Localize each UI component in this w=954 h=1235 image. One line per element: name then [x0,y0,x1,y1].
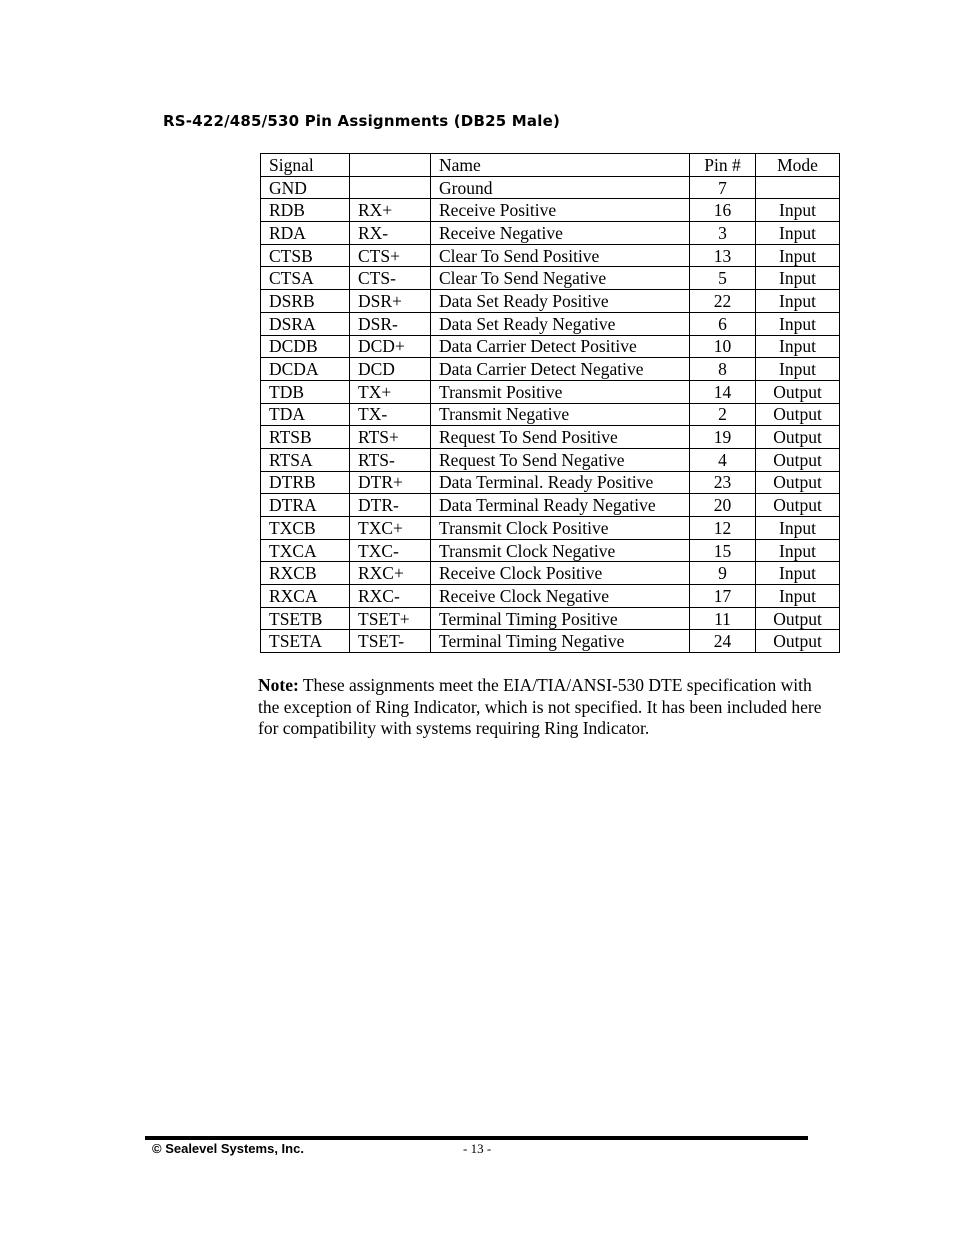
name-cell: Ground [431,176,690,199]
header-signal: Signal [261,154,350,177]
name-cell: Clear To Send Negative [431,267,690,290]
table-row [261,517,840,540]
mode-cell: Input [756,358,840,381]
signal-cell: TDA [261,403,350,426]
signal-cell: TXCA [261,539,350,562]
signal-cell: TXCB [261,517,350,540]
name-cell: Data Set Ready Positive [431,290,690,313]
table-row [261,562,840,585]
pin-cell: 6 [690,312,756,335]
alt-signal-cell: TSET+ [350,607,431,630]
alt-signal-cell: DCD+ [350,335,431,358]
signal-cell: CTSB [261,244,350,267]
signal-cell: RDB [261,199,350,222]
alt-signal-cell: TX- [350,403,431,426]
pin-cell: 12 [690,517,756,540]
table-row [261,222,840,245]
name-cell: Data Terminal Ready Negative [431,494,690,517]
signal-cell: RDA [261,222,350,245]
table-row [261,471,840,494]
table-row [261,335,840,358]
pin-cell: 3 [690,222,756,245]
pin-cell: 7 [690,176,756,199]
alt-signal-cell: RTS- [350,448,431,471]
table-row [261,539,840,562]
pin-cell: 5 [690,267,756,290]
name-cell: Receive Negative [431,222,690,245]
name-cell: Terminal Timing Positive [431,607,690,630]
mode-cell: Input [756,290,840,313]
mode-cell: Input [756,585,840,608]
signal-cell: DCDA [261,358,350,381]
signal-cell: TSETB [261,607,350,630]
mode-cell: Output [756,426,840,449]
mode-cell: Output [756,448,840,471]
name-cell: Receive Positive [431,199,690,222]
mode-cell: Output [756,380,840,403]
pin-cell: 16 [690,199,756,222]
alt-signal-cell: RXC- [350,585,431,608]
header-alt [350,154,431,177]
pin-cell: 14 [690,380,756,403]
table-row [261,403,840,426]
name-cell: Clear To Send Positive [431,244,690,267]
mode-cell: Input [756,244,840,267]
table-row [261,380,840,403]
mode-cell [756,176,840,199]
alt-signal-cell: DTR- [350,494,431,517]
signal-cell: DTRB [261,471,350,494]
pin-assignment-table [260,153,840,653]
name-cell: Request To Send Positive [431,426,690,449]
alt-signal-cell: RX+ [350,199,431,222]
pin-cell: 10 [690,335,756,358]
mode-cell: Output [756,403,840,426]
signal-cell: RXCA [261,585,350,608]
alt-signal-cell [350,176,431,199]
pin-cell: 17 [690,585,756,608]
alt-signal-cell: RX- [350,222,431,245]
table-header-row [261,154,840,177]
mode-cell: Output [756,630,840,653]
pin-cell: 20 [690,494,756,517]
signal-cell: TDB [261,380,350,403]
mode-cell: Input [756,539,840,562]
alt-signal-cell: TXC- [350,539,431,562]
name-cell: Receive Clock Negative [431,585,690,608]
pin-cell: 22 [690,290,756,313]
alt-signal-cell: DSR+ [350,290,431,313]
note-text: These assignments meet the EIA/TIA/ANSI-530 DTE specification with the exception of Ring Indicator, which is not specified. It has been included here for compatibility with systems requiring Ring Indicator. [258,675,822,738]
pin-cell: 24 [690,630,756,653]
pin-cell: 11 [690,607,756,630]
mode-cell: Input [756,335,840,358]
pin-cell: 4 [690,448,756,471]
alt-signal-cell: CTS- [350,267,431,290]
pin-cell: 23 [690,471,756,494]
pin-cell: 19 [690,426,756,449]
alt-signal-cell: DSR- [350,312,431,335]
table-row [261,267,840,290]
table-row [261,585,840,608]
signal-cell: RTSB [261,426,350,449]
table-row [261,630,840,653]
signal-cell: RTSA [261,448,350,471]
section-heading: RS-422/485/530 Pin Assignments (DB25 Male) [163,112,561,130]
pin-cell: 2 [690,403,756,426]
header-name: Name [431,154,690,177]
table-row [261,176,840,199]
alt-signal-cell: DTR+ [350,471,431,494]
table-row [261,448,840,471]
pin-cell: 13 [690,244,756,267]
mode-cell: Input [756,312,840,335]
pin-cell: 15 [690,539,756,562]
name-cell: Data Carrier Detect Negative [431,358,690,381]
name-cell: Transmit Clock Positive [431,517,690,540]
name-cell: Receive Clock Positive [431,562,690,585]
table-row [261,244,840,267]
name-cell: Data Set Ready Negative [431,312,690,335]
mode-cell: Input [756,562,840,585]
signal-cell: CTSA [261,267,350,290]
pin-cell: 8 [690,358,756,381]
header-mode: Mode [756,154,840,177]
alt-signal-cell: DCD [350,358,431,381]
signal-cell: DSRA [261,312,350,335]
mode-cell: Input [756,222,840,245]
table-row [261,290,840,313]
note-paragraph [258,675,828,740]
signal-cell: DSRB [261,290,350,313]
mode-cell: Output [756,471,840,494]
pin-cell: 9 [690,562,756,585]
name-cell: Data Carrier Detect Positive [431,335,690,358]
table-row [261,607,840,630]
mode-cell: Input [756,199,840,222]
mode-cell: Input [756,517,840,540]
mode-cell: Output [756,607,840,630]
signal-cell: RXCB [261,562,350,585]
table-row [261,426,840,449]
table-row [261,494,840,517]
signal-cell: DCDB [261,335,350,358]
footer-page-number: - 13 - [463,1141,492,1156]
alt-signal-cell: TXC+ [350,517,431,540]
alt-signal-cell: RTS+ [350,426,431,449]
note-label: Note: [258,675,299,695]
name-cell: Terminal Timing Negative [431,630,690,653]
name-cell: Transmit Positive [431,380,690,403]
table-row [261,199,840,222]
table-row [261,312,840,335]
signal-cell: DTRA [261,494,350,517]
header-pin: Pin # [690,154,756,177]
mode-cell: Input [756,267,840,290]
signal-cell: TSETA [261,630,350,653]
alt-signal-cell: RXC+ [350,562,431,585]
table-row [261,358,840,381]
footer-copyright: © Sealevel Systems, Inc. [152,1141,304,1156]
name-cell: Data Terminal. Ready Positive [431,471,690,494]
name-cell: Transmit Clock Negative [431,539,690,562]
signal-cell: GND [261,176,350,199]
footer-divider [145,1136,808,1140]
name-cell: Transmit Negative [431,403,690,426]
mode-cell: Output [756,494,840,517]
alt-signal-cell: CTS+ [350,244,431,267]
name-cell: Request To Send Negative [431,448,690,471]
alt-signal-cell: TSET- [350,630,431,653]
alt-signal-cell: TX+ [350,380,431,403]
